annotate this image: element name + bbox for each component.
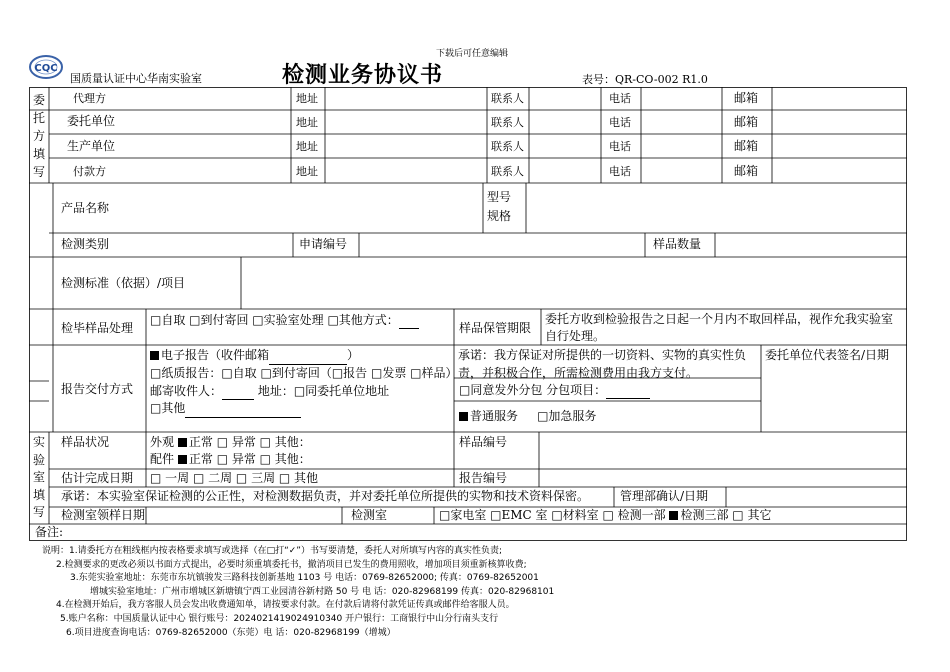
agent-email-field[interactable] — [809, 90, 899, 107]
email-label: 邮箱 — [734, 115, 759, 129]
spec-label: 规格 — [487, 209, 512, 223]
phone-label: 电话 — [609, 116, 631, 129]
contact-label: 联系人 — [491, 116, 524, 129]
cqc-logo — [28, 53, 64, 81]
sample-no-label: 样品编号 — [459, 435, 508, 449]
mgmt-confirm-label: 管理部确认/日期 — [620, 489, 709, 503]
service-level-options[interactable]: 普通服务 □加急服务 — [459, 408, 596, 425]
note-line: 说明：1.请委托方在粗线框内按表格要求填写或选择（在□打“✓”）书写要清楚，委托人对所填写内容的真实性负责; — [42, 546, 502, 556]
client-unit-label: 委托单位 — [67, 114, 116, 128]
payer-label: 付款方 — [73, 165, 106, 178]
sample-keep-label: 样品保管期限 — [459, 321, 532, 335]
checked-box-icon — [459, 412, 468, 421]
product-name-label: 产品名称 — [61, 201, 110, 215]
address-label: 地址 — [296, 116, 318, 129]
lab-promise: 承诺：本实验室保证检测的公正性，对检测数据负责，并对委托单位所提供的实物和技术资料保密。 — [61, 489, 590, 503]
org-name: 国质量认证中心华南实验室 — [70, 72, 202, 85]
report-no-label: 报告编号 — [459, 471, 508, 485]
note-line: 6.项目进度查询电话：0769-82652000（东莞）电 话：020-82968199（增城） — [66, 627, 396, 638]
note-line: 2.检测要求的更改必须以书面方式提出，必要时须重填委托书，撤消项目已发生的费用照收，增加项目须重新核算收费; — [56, 559, 527, 570]
test-standard-label: 检测标准（依据）/项目 — [61, 276, 186, 290]
report-delivery-label: 报告交付方式 — [61, 382, 134, 396]
agreement-form — [29, 87, 907, 541]
sample-handling-options[interactable]: □自取 □到付寄回 □实验室处理 □其他方式： — [150, 312, 419, 329]
receive-date-label: 检测室领样日期 — [61, 508, 146, 522]
note-line: 增城实验室地址：广州市增城区新塘镇宁西工业园清谷新村路 50 号 电 话：020-82968199 传真：020-82968101 — [90, 586, 555, 597]
accessory-status[interactable]: 配件 正常 □ 异常 □ 其他： — [150, 452, 311, 466]
checked-box-icon — [669, 511, 678, 520]
sample-handling-label: 检毕样品处理 — [61, 321, 134, 335]
page-title: 检测业务协议书 — [282, 63, 444, 88]
remarks-label: 备注: — [35, 525, 64, 539]
checked-box-icon — [150, 351, 159, 360]
sample-keep-text: 委托方收到检验报告之日起一个月内不取回样品，视作允我实验室自行处理。 — [545, 312, 894, 343]
form-number: 表号：QR-CO-002 R1.0 — [582, 73, 708, 86]
client-signature-label: 委托单位代表签名/日期 — [765, 348, 890, 362]
email-label: 邮箱 — [734, 91, 759, 105]
client-promise: 承诺：我方保证对所提供的一切资料、实物的真实性负责，并积极合作，所需检测费用由我方支付。 — [458, 348, 747, 380]
product-name-field[interactable] — [119, 187, 479, 229]
lab-room-options[interactable]: □家电室 □EMC 室 □材料室 □ 检测一部 检测三部 □ 其它 — [439, 508, 772, 522]
agent-label: 代理方 — [73, 92, 106, 105]
checked-box-icon — [178, 438, 187, 447]
phone-label: 电话 — [609, 92, 631, 105]
model-spec-field[interactable] — [529, 187, 901, 229]
sample-qty-label: 样品数量 — [653, 237, 702, 251]
address-label: 地址 — [296, 92, 318, 105]
top-note: 下载后可任意编辑 — [436, 49, 509, 59]
appearance-status[interactable]: 外观 正常 □ 异常 □ 其他： — [150, 435, 311, 449]
email-label: 邮箱 — [734, 139, 759, 153]
note-line: 3.东莞实验室地址：东莞市东坑镇骏发三路科技创新基地 1103 号 电话：0769-82652000; 传真：0769-82652001 — [70, 573, 539, 584]
test-type-label: 检测类别 — [61, 237, 110, 251]
apply-no-label: 申请编号 — [299, 237, 348, 251]
manufacturer-label: 生产单位 — [67, 139, 116, 153]
client-section-label: 委 托 方 填 写 — [32, 93, 45, 179]
sample-status-label: 样品状况 — [61, 435, 110, 449]
note-line: 5.账户名称：中国质量认证中心 银行账号：2024021419024910340 开户银行：工商银行中山分行南头支行 — [60, 613, 499, 624]
checked-box-icon — [178, 455, 187, 464]
notes — [30, 545, 554, 640]
phone-label: 电话 — [609, 165, 631, 178]
address-label: 地址 — [296, 140, 318, 153]
contact-label: 联系人 — [491, 92, 524, 105]
address-label: 地址 — [296, 165, 318, 178]
phone-label: 电话 — [609, 140, 631, 153]
logo-text: CQC — [34, 63, 58, 74]
contact-label: 联系人 — [491, 165, 524, 178]
note-line: 4.在检测开始后，我方客服人员会发出收费通知单，请按要求付款。在付款后请将付款凭证传真或邮件给客服人员。 — [56, 600, 515, 611]
email-label: 邮箱 — [734, 164, 759, 178]
lab-section-label: 实 验 室 填 写 — [32, 435, 45, 520]
eta-label: 估计完成日期 — [61, 471, 134, 485]
lab-room-label: 检测室 — [351, 508, 388, 522]
subcontract-option[interactable]: □同意发外分包 分包项目： — [459, 382, 650, 399]
contact-label: 联系人 — [491, 140, 524, 153]
model-label: 型号 — [487, 190, 512, 204]
eta-options[interactable]: □ 一周 □ 二周 □ 三周 □ 其他 — [150, 471, 319, 485]
report-delivery-options[interactable]: 电子报告（收件邮箱 ） □纸质报告：□自取 □到付寄回（□报告 □发票 □样品） 邮寄收件人： 地址：□同委托单位地址 □其他 — [150, 347, 452, 418]
